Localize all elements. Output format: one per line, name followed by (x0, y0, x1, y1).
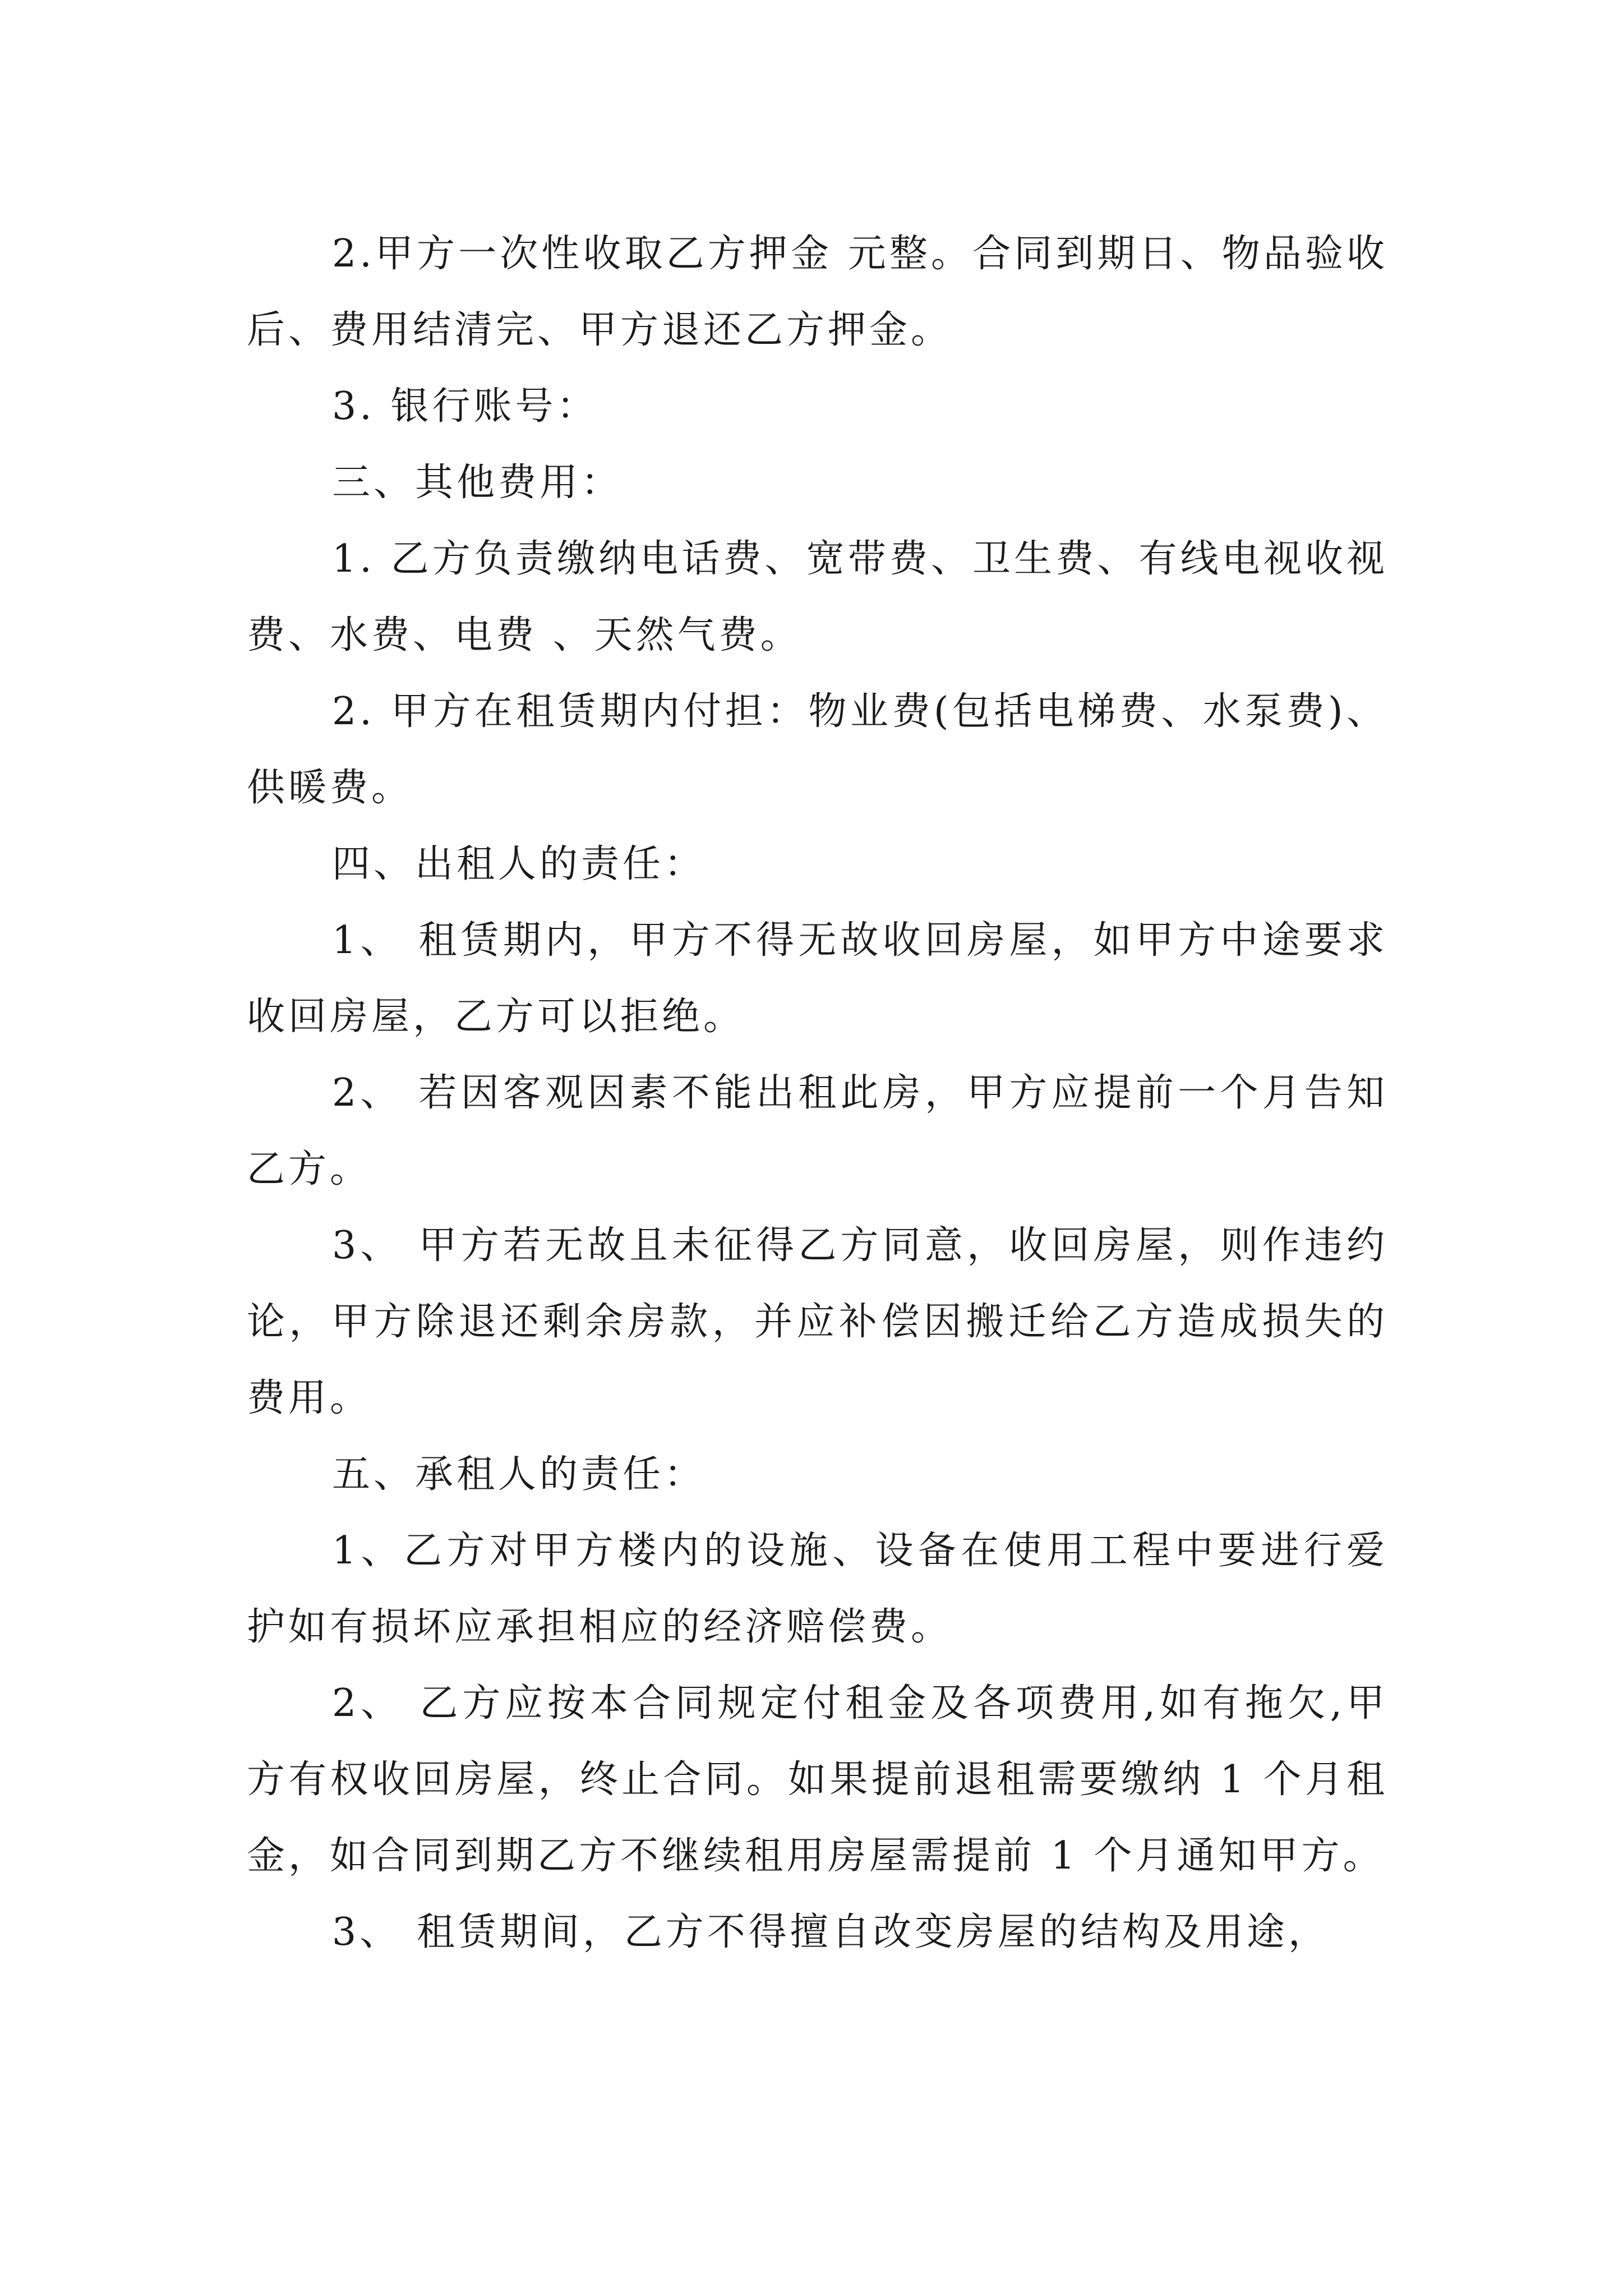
heading-lessee-duties: 五、承租人的责任： (332, 1452, 706, 1497)
heading-lessor-duties: 四、出租人的责任： (332, 842, 706, 886)
paragraph-bank-account: 3. 银行账号： (332, 384, 598, 429)
paragraph-lessor-duty-2: 2、 若因客观因素不能出租此房，甲方应提前一个月告知乙方。 (247, 1071, 1388, 1191)
paragraph-deposit: 2.甲方一次性收取乙方押金 元整。合同到期日、物品验收后、费用结清完、甲方退还乙方押金。 (247, 232, 1388, 352)
paragraph-lessee-duty-2: 2、 乙方应按本合同规定付租金及各项费用,如有拖欠,甲方有权收回房屋，终止合同。如果提前退租需要缴纳 1 个月租金，如合同到期乙方不继续租用房屋需提前 1 个月通知甲方。 (247, 1681, 1388, 1878)
paragraph-lessee-duty-3: 3、 租赁期间，乙方不得擅自改变房屋的结构及用途， (332, 1910, 1330, 1954)
paragraph-lessor-duty-3: 3、 甲方若无故且未征得乙方同意，收回房屋，则作违约论，甲方除退还剩余房款，并应补偿因搬迁给乙方造成损失的费用。 (247, 1223, 1388, 1420)
heading-other-fees: 三、其他费用： (332, 461, 623, 505)
paragraph-lessor-duty-1: 1、 租赁期内，甲方不得无故收回房屋，如甲方中途要求收回房屋，乙方可以拒绝。 (247, 918, 1388, 1039)
document-body (247, 216, 1388, 1971)
paragraph-tenant-fees: 1. 乙方负责缴纳电话费、宽带费、卫生费、有线电视收视费、水费、电费 、天然气费。 (247, 537, 1388, 657)
paragraph-lessee-duty-1: 1、乙方对甲方楼内的设施、设备在使用工程中要进行爱护如有损坏应承担相应的经济赔偿费。 (247, 1529, 1388, 1649)
paragraph-landlord-fees: 2. 甲方在租赁期内付担：物业费(包括电梯费、水泵费)、供暖费。 (247, 689, 1388, 810)
